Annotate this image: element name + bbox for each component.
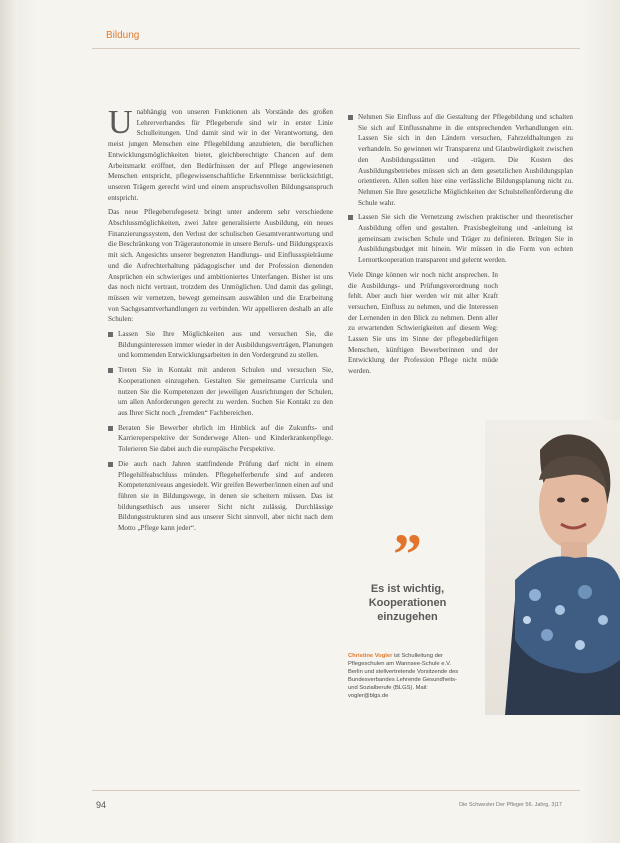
author-bio: [348, 652, 466, 700]
bottom-rule: [92, 790, 580, 791]
body-paragraph: Das neue Pflegeberufegesetz bringt unter anderem sehr verschiedene Abschlussmöglichkeiten, zwei Jahre generalisierte Ausbildung, ein neues Finanzierungssystem, den Verlust der schulischen Gesamtverantwortung und die Beschränkung von Trägerautonomie in unsere Berufs- und Bildungspraxis mit sich. Angesichts unserer begrenzten Handlungs- und Einflussspielräume und die Aufrechterhaltung pädagogischer und der Profession dienenden Ansprüchen ein schwieriges und ambitioniertes Unterfangen. Bisher ist uns das noch nicht vertraut, trotzdem des Unmöglichen. Und damit das gelingt, müssen wir vernetzen, bewegt gemeinsam auswählen und die Erarbeitung von Sachgesamtverhandlungen zu verbinden. Wir appellieren deshalb an alle Schulen:: [108, 208, 333, 324]
author-portrait: [485, 420, 620, 715]
pull-quote: [345, 522, 470, 624]
intro-text: nabhängig von unseren Funktionen als Vorstände des großen Lehrerverbandes für Pflegeberufe sind wir in erster Linie Schulleitungen. Und damit sind wir in der Verantwortung, den meist jungen Menschen eine Pflegebildung anzubieten, die beruflichen Entwicklungsmöglichkeiten bietet, gleichberechtigte Chancen auf dem Arbeitsmarkt eröffnet, den Bedürfnissen der auf Pflege angewiesenen Menschen entspricht, pflegewissenschaftliche Erkenntnisse berücksichtigt, unseren Trägern gerecht wird und einem anspruchsvollen Bildungsanspruch entspricht.: [108, 108, 333, 202]
bullet-item: Die auch nach Jahren stattfindende Prüfung darf nicht in einem Pflegehilfeabschluss münden. Pflegehelferberufe sind auf anderen Kompetenzniveaus angesiedelt. Wir greifen Bewerber/innen einen auf und führen sie in Bildungswege, in denen sie scheitern müssen. Das ist bildungsethisch aus unserer Sicht nicht zulässig. Durchlässige Bildungsstrukturen sind aus unserer Sicht sinnvoll, aber nicht nach dem Motto „Pflege kann jeder“.: [108, 459, 333, 534]
publication-footer: Die Schwester Der Pfleger 56. Jahrg. 3|17: [459, 802, 562, 808]
binding-shadow: [0, 0, 18, 843]
quote-mark: ”: [393, 522, 422, 587]
bullet-item: Lassen Sie sich die Vernetzung zwischen praktischer und theoretischer Ausbildung offen und gestalten. Praxisbegleitung und -anleitung ist gemeinsam zwischen Schule und Träger zu definieren. Bringen Sie in Ausbildungsbudget mit hinein. Wir müssen in die Form von echten Lernortkooperation transparent und gelernt werden.: [348, 212, 573, 266]
dropcap: U: [108, 104, 133, 141]
left-column: [108, 104, 333, 538]
right-column: [348, 112, 573, 381]
bullet-item: Lassen Sie Ihre Möglichkeiten aus und versuchen Sie, die Bildungsinteressen immer wieder in der Ausbildungsverträgen, Planungen und kommenden Entwicklungsarbeiten in den Vordergrund zu stellen.: [108, 329, 333, 361]
author-description: ist Schulleitung der Pflegeschulen am Wannsee-Schule e.V. Berlin und stellvertretende Vorsitzende des Bundesverbandes Lehrende Gesundheits- und Sozialberufe (BLGS). Mail: vogler@blgs.de: [348, 653, 459, 699]
bullet-item: Treten Sie in Kontakt mit anderen Schulen und versuchen Sie, Kooperationen einzugehen. Gestalten Sie gemeinsame Curricula und nutzen Sie die Kompetenzen der jeweiligen Ausrichtungen der Schulen, um allen Anforderungen gerecht zu werden. Suchen Sie Kontakt zu den aus Ihrer Sicht noch „fremden“ Fachbereichen.: [108, 365, 333, 419]
intro-paragraph: [108, 104, 333, 203]
top-rule: [92, 48, 580, 49]
left-bullet-list: [108, 329, 333, 534]
page-number: 94: [96, 800, 107, 810]
bullet-item: Beraten Sie Bewerber ehrlich im Hinblick auf die Zukunfts- und Karriereperspektive der Sonderwege Alten- und Kinderkrankenpflege. Tolerieren Sie dabei auch die europäische Perspektive.: [108, 423, 333, 455]
portrait-illustration: [485, 420, 620, 715]
section-label: Bildung: [106, 30, 140, 41]
closing-paragraph: Viele Dinge können wir noch nicht ansprechen. In die Ausbildungs- und Prüfungsverordnung noch fehlt. Aber auch hier werden wir mit aller Kraft versuchen, Einfluss zu nehmen, und die Interessen der Lernenden in den Blick zu nehmen. Denn aller zu erwartenden Schwierigkeiten auf diesem Weg: Lassen Sie uns im Sinne der pflegebedürftigen Menschen, künftigen Bewerberinnen und der Entwicklung der Profession Pflege nicht müde werden.: [348, 270, 498, 376]
author-name: Christine Vogler: [348, 653, 393, 659]
right-bullet-list: [348, 112, 573, 266]
bullet-item: Nehmen Sie Einfluss auf die Gestaltung der Pflegebildung und schalten Sie sich auf Einflussnahme in die entsprechenden Verhandlungen ein. Lassen Sie sich in den Ländern versuchen, Fahrzeldhaltungen zu verhandeln. So gewinnen wir Transparenz und Glaubwürdigkeit zwischen den Ausbildungsstätten und -trägern. Die Kosten des Ausbildungsbetriebes müssen sich an dem gesetzlichen Ausbildungsplan orientieren. Allen sollen hier eine verlässliche Bildungsplanung nicht zu. Nehmen Sie Ihre gesetzliche Möglichkeiten der Schulstellenförderung die Schule wahr.: [348, 112, 573, 208]
quote-text: Es ist wichtig, Kooperationen einzugehen: [368, 583, 447, 623]
